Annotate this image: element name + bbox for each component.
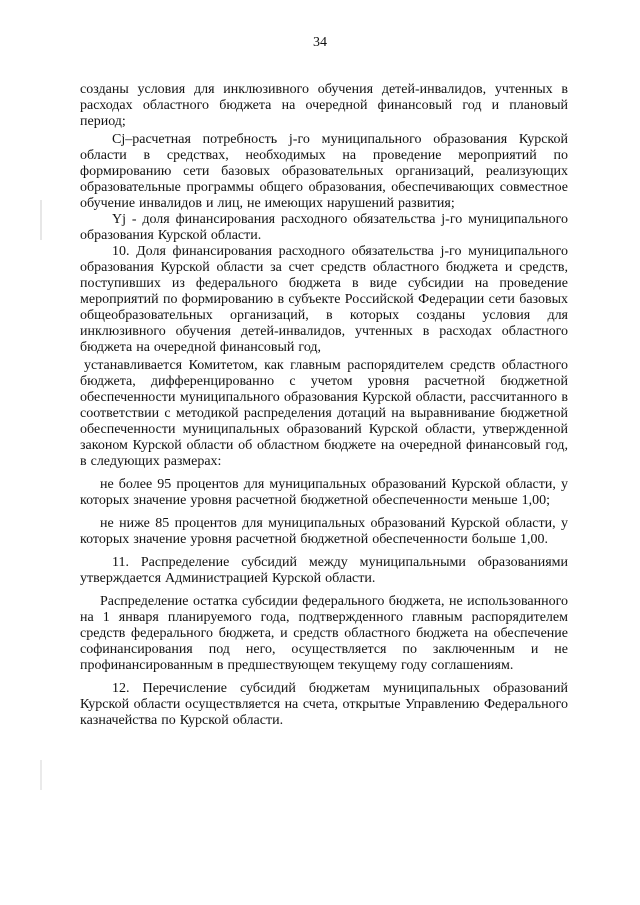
- paragraph-cj-definition: Cj–расчетная потребность j-го муниципального образования Курской области в средствах, необходимых на проведение мероприятий по формированию сети базовых образовательных организаций, реализующих образовательные программы общего образования, обеспечивающих совместное обучение инвалидов и лиц, не имеющих нарушений развития;: [80, 132, 568, 211]
- scan-mark: [38, 760, 44, 790]
- document-body: [80, 82, 568, 729]
- paragraph-differentiation: устанавливается Комитетом, как главным распорядителем средств областного бюджета, дифференцированно с учетом уровня расчетной бюджетной обеспеченности муниципального образования Курской области, рассчитанного в соответствии с методикой распределения дотаций на выравнивание бюджетной обеспеченности муниципальных образований Курской области, утвержденной законом Курской области об областном бюджете на очередной финансовый год, в следующих размерах:: [80, 358, 568, 469]
- scan-mark: [38, 200, 44, 240]
- paragraph-yj-definition: Yj - доля финансирования расходного обязательства j-го муниципального образования Курской области.: [80, 212, 568, 243]
- paragraph-not-less-85: не ниже 85 процентов для муниципальных образований Курской области, у которых значение уровня расчетной бюджетной обеспеченности больше 1,00.: [80, 516, 568, 547]
- paragraph-remainder-distribution: Распределение остатка субсидии федерального бюджета, не использованного на 1 января планируемого года, подтвержденного главным распорядителем средств федерального бюджета, и средств областного бюджета на обеспечение софинансирования под него, осуществляется по заключенным и не профинансированным в предшествующем текущему году соглашениям.: [80, 594, 568, 673]
- paragraph-not-more-95: не более 95 процентов для муниципальных образований Курской области, у которых значение уровня расчетной бюджетной обеспеченности меньше 1,00;: [80, 477, 568, 508]
- paragraph-clause-11: 11. Распределение субсидий между муниципальными образованиями утверждается Администрацией Курской области.: [80, 555, 568, 586]
- paragraph-clause-10: 10. Доля финансирования расходного обязательства j-го муниципального образования Курской области за счет средств областного бюджета и средств, поступивших из федерального бюджета в виде субсидии на проведение мероприятий по формированию в субъекте Российской Федерации сети базовых общеобразовательных организаций, в которых созданы условия для инклюзивного обучения детей-инвалидов, учтенных в расходах областного бюджета на очередной финансовый год,: [80, 244, 568, 355]
- paragraph-clause-12: 12. Перечисление субсидий бюджетам муниципальных образований Курской области осуществляется на счета, открытые Управлению Федерального казначейства по Курской области.: [80, 681, 568, 728]
- paragraph-conditions: созданы условия для инклюзивного обучения детей-инвалидов, учтенных в расходах областного бюджета на очередной финансовый год и плановый период;: [80, 82, 568, 129]
- page-number: 34: [313, 35, 327, 50]
